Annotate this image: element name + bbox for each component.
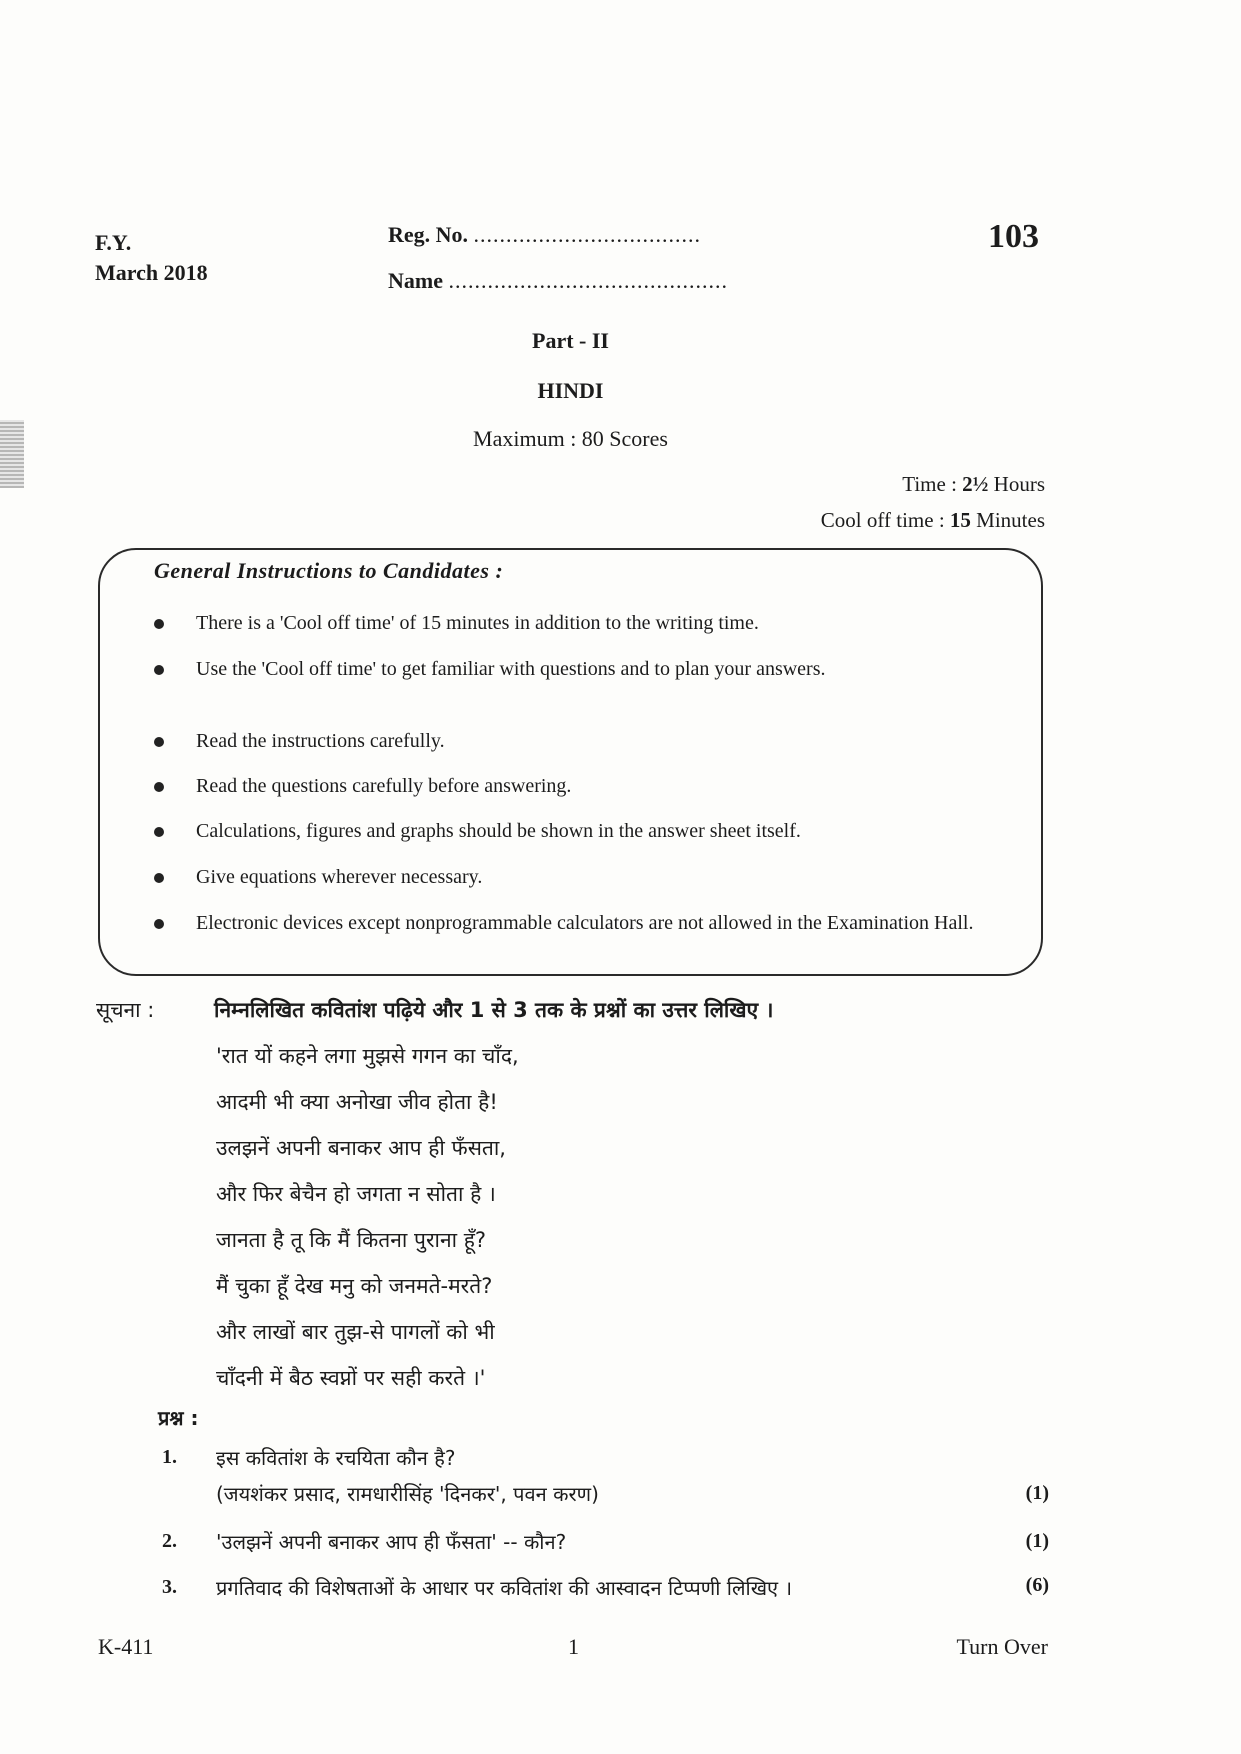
header-left (95, 228, 208, 288)
reg-no-label: Reg. No. (388, 222, 469, 247)
page-number: 1 (568, 1634, 579, 1659)
reg-no-dots: ................................... (473, 222, 702, 247)
poem-line: मैं चुका हूँ देख मनु को जनमते-मरते? (216, 1274, 493, 1298)
poem-line: 'रात यों कहने लगा मुझसे गगन का चाँद, (216, 1044, 519, 1068)
poem-line: और फिर बेचैन हो जगता न सोता है । (216, 1182, 496, 1206)
time-line (902, 472, 1045, 497)
instruction-item: There is a 'Cool off time' of 15 minutes in addition to the writing time. (154, 610, 1004, 637)
paper-code: 103 (988, 218, 1039, 255)
footer-code: K-411 (98, 1634, 154, 1659)
question-number: 3. (162, 1576, 177, 1598)
question-score: (6) (1025, 1574, 1049, 1596)
name-field[interactable] (388, 268, 728, 294)
instruction-item: Use the 'Cool off time' to get familiar with questions and to plan your answers. (154, 656, 1004, 683)
cool-off-line (821, 508, 1045, 533)
instruction-item: Electronic devices except nonprogrammable calculators are not allowed in the Examination Hall. (154, 910, 1004, 937)
poem-line: चाँदनी में बैठ स्वप्नों पर सही करते ।' (216, 1366, 486, 1390)
bullet-icon (154, 737, 164, 747)
bullet-icon (154, 919, 164, 929)
class-label: F.Y. (95, 230, 132, 255)
exam-month: March 2018 (95, 260, 208, 285)
cool-off-value: 15 (949, 508, 971, 532)
maximum-scores: Maximum : 80 Scores (473, 426, 668, 451)
question-text: 'उलझनें अपनी बनाकर आप ही फँसता' -- कौन? (216, 1530, 567, 1554)
poem-line: और लाखों बार तुझ-से पागलों को भी (216, 1320, 495, 1344)
question-score: (1) (1025, 1530, 1049, 1552)
question-options: (जयशंकर प्रसाद, रामधारीसिंह 'दिनकर', पवन करण) (216, 1482, 599, 1506)
name-dots: ........................................... (448, 268, 728, 293)
time-value: 2½ (962, 472, 989, 496)
cool-off-unit: Minutes (970, 508, 1045, 532)
time-label: Time : (902, 472, 963, 496)
questions-label: प्रश्न : (158, 1406, 199, 1430)
name-label: Name (388, 268, 443, 293)
question-number: 1. (162, 1446, 177, 1468)
instruction-item: Read the questions carefully before answering. (154, 773, 1004, 800)
question-score: (1) (1025, 1482, 1049, 1504)
poem-line: उलझनें अपनी बनाकर आप ही फँसता, (216, 1136, 506, 1160)
reg-no-field[interactable] (388, 222, 701, 248)
question-text: इस कवितांश के रचयिता कौन है? (216, 1446, 456, 1470)
notice-text: निम्नलिखित कवितांश पढ़िये और 1 से 3 तक के प्रश्नों का उत्तर लिखिए । (214, 998, 774, 1022)
turn-over: Turn Over (956, 1634, 1048, 1659)
question-text: प्रगतिवाद की विशेषताओं के आधार पर कवितांश की आस्वादन टिप्पणी लिखिए । (216, 1576, 793, 1600)
instruction-item: Give equations wherever necessary. (154, 864, 1004, 891)
bullet-icon (154, 665, 164, 675)
poem-line: आदमी भी क्या अनोखा जीव होता है! (216, 1090, 498, 1114)
bullet-icon (154, 827, 164, 837)
poem-line: जानता है तू कि मैं कितना पुराना हूँ? (216, 1228, 487, 1252)
notice-label: सूचना : (96, 998, 155, 1022)
question-number: 2. (162, 1530, 177, 1552)
bullet-icon (154, 873, 164, 883)
part-label: Part - II (532, 328, 609, 353)
instructions-heading: General Instructions to Candidates : (154, 558, 504, 583)
time-unit: Hours (988, 472, 1045, 496)
instruction-item: Calculations, figures and graphs should be shown in the answer sheet itself. (154, 818, 1004, 845)
cool-off-label: Cool off time : (820, 508, 950, 532)
bullet-icon (154, 782, 164, 792)
instruction-item: Read the instructions carefully. (154, 728, 1004, 755)
bullet-icon (154, 619, 164, 629)
subject-title: HINDI (537, 378, 604, 403)
